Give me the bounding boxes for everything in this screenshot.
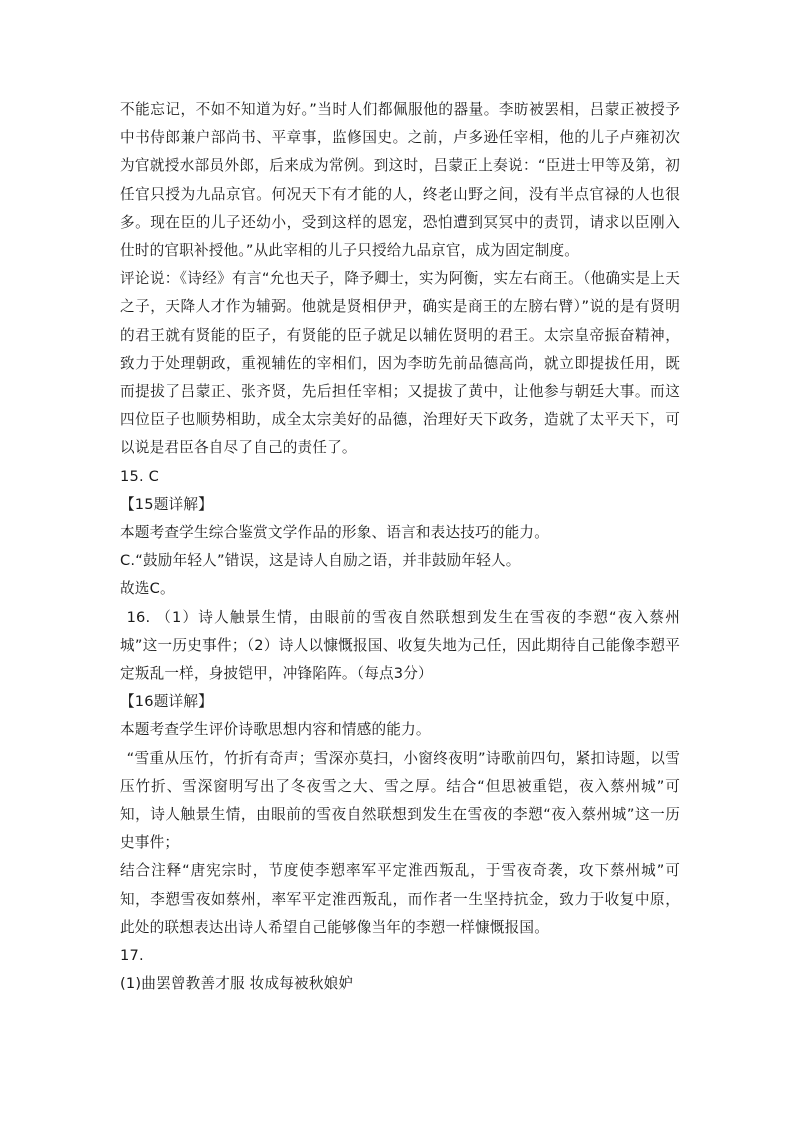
answer-16: 16. （1）诗人触景生情，由眼前的雪夜自然联想到发生在雪夜的李愬“夜入蔡州城”这一历史事件；（2）诗人以慷慨报国、收复失地为己任，因此期待自己能像李愬平定叛乱一样，身披铠甲，冲锋陷阵。（每点3分） <box>120 608 680 683</box>
explanation-15-intro: 本题考查学生综合鉴赏文学作品的形象、语言和表达技巧的能力。 <box>120 524 550 542</box>
explanation-15-detail: C.“鼓励年轻人”错误，这是诗人自励之语，并非鼓励年轻人。 <box>120 552 521 570</box>
heading-16-explanation: 【16题详解】 <box>120 693 213 711</box>
translation-paragraph-1: 不能忘记，不如不知道为好。”当时人们都佩服他的器量。李昉被罢相，吕蒙正被授予中书侍郎兼户部尚书、平章事，监修国史。之前，卢多逊任宰相，他的儿子卢雍初次为官就授水部员外郎，后来成为常例。到这时，吕蒙正上奏说：“臣进士甲等及第，初任官只授为九品京官。何况天下有才能的人，终老山野之间，没有半点官禄的人也很多。现在臣的儿子还幼小，受到这样的恩宠，恐怕遭到冥冥中的责罚，请求以臣刚入仕时的官职补授他。”从此宰相的儿子只授给九品京官，成为固定制度。 <box>120 101 680 260</box>
explanation-15-conclusion: 故选C。 <box>120 580 175 598</box>
explanation-16-detail-2: 结合注释“唐宪宗时，节度使李愬率军平定淮西叛乱，于雪夜奇袭，攻下蔡州城”可知，李愬雪夜如蔡州，率军平定淮西叛乱，而作者一生坚持抗金，致力于收复中原，此处的联想表达出诗人希望自己能够像当年的李愬一样慷慨报国。 <box>120 862 680 936</box>
answer-15: 15. C <box>120 467 160 485</box>
answer-17-line-1: (1)曲罢曾教善才服 妆成每被秋娘妒 <box>120 975 354 993</box>
commentary-paragraph: 评论说：《诗经》有言“允也天子，降予卿士，实为阿衡，实左右商王。（他确实是上天之子，天降人才作为辅弼。他就是贤相伊尹，确实是商王的左膀右臂）”说的是有贤明的君王就有贤能的臣子，有贤能的臣子就足以辅佐贤明的君王。太宗皇帝振奋精神，致力于处理朝政，重视辅佐的宰相们，因为李昉先前品德高尚，就立即提拔任用，既而提拔了吕蒙正、张齐贤，先后担任宰相；又提拔了黄中，让他参与朝廷大事。而这四位臣子也顺势相助，成全太宗美好的品德，治理好天下政务，造就了太平天下，可以说是君臣各自尽了自己的责任了。 <box>120 270 680 457</box>
explanation-16-detail-1: “雪重从压竹，竹折有奇声；雪深亦莫扫，小窗终夜明”诗歌前四句，紧扣诗题，以雪压竹折、雪深窗明写出了冬夜雪之大、雪之厚。结合“但思被重铠，夜入蔡州城”可知，诗人触景生情，由眼前的雪夜自然联想到发生在雪夜的李愬“夜入蔡州城”这一历史事件； <box>120 749 680 852</box>
answer-17-number: 17. <box>120 947 144 965</box>
document-body <box>120 96 680 999</box>
explanation-16-intro: 本题考查学生评价诗歌思想内容和情感的能力。 <box>120 721 431 739</box>
heading-15-explanation: 【15题详解】 <box>120 495 213 513</box>
